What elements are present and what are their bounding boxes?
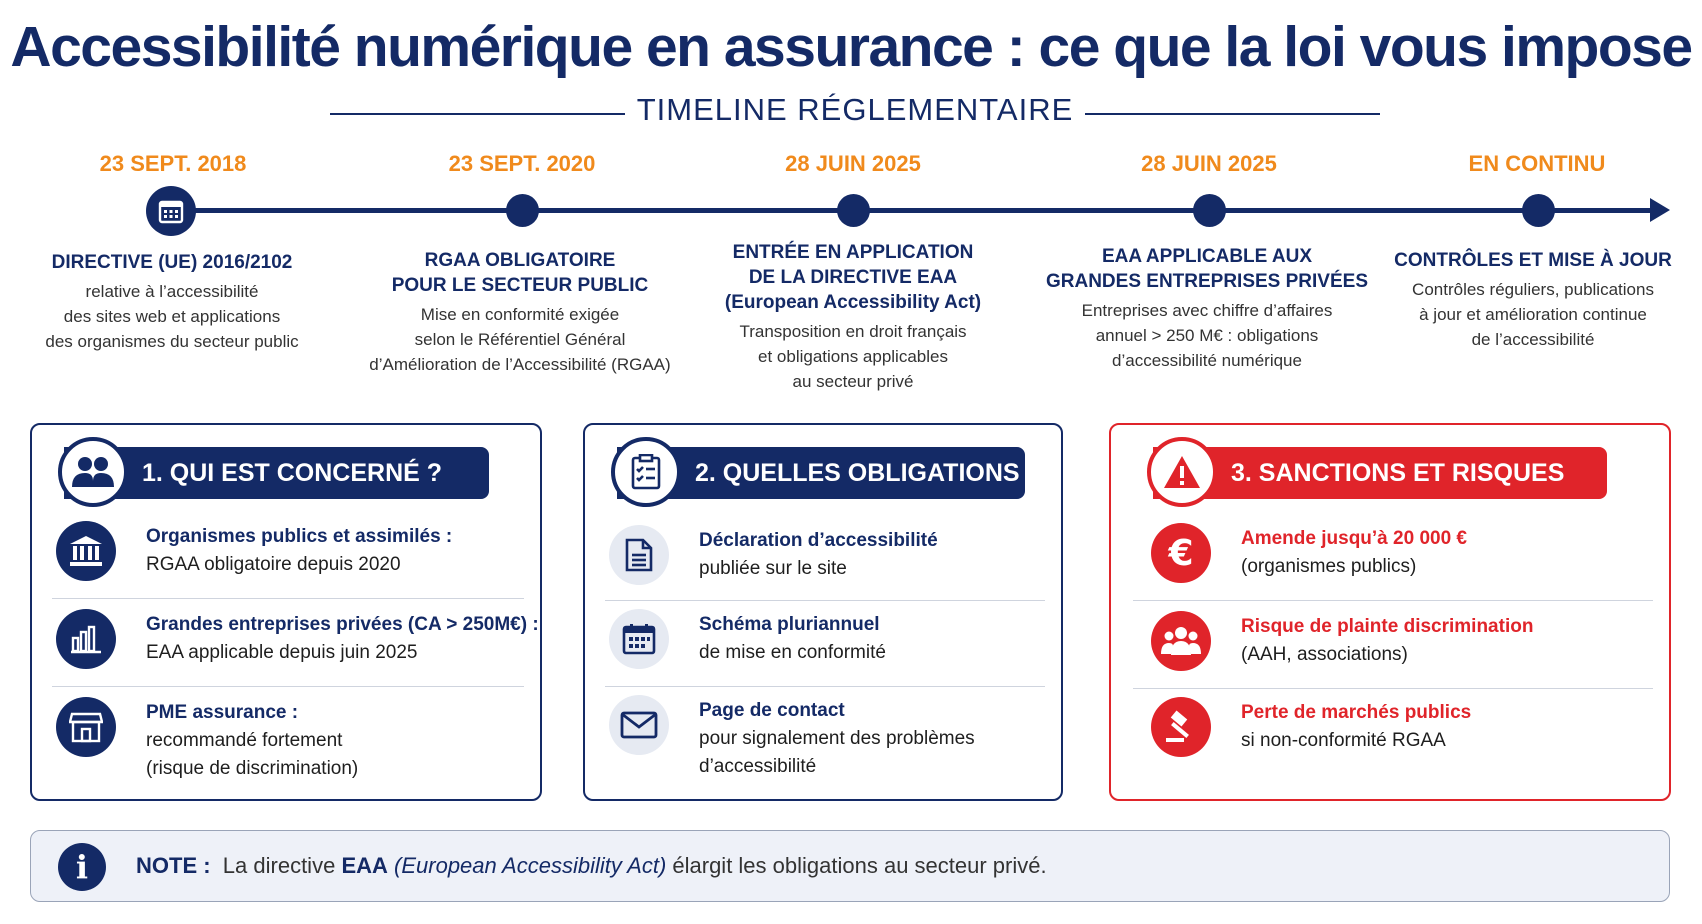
timeline-date-3: 28 JUIN 2025: [785, 151, 921, 176]
item-desc: (organismes publics): [1241, 556, 1417, 577]
item-desc: EAA applicable depuis juin 2025: [146, 642, 418, 663]
euro-icon: €: [1151, 523, 1211, 583]
note-label: NOTE :: [136, 853, 211, 878]
timeline-arrow-icon: [1650, 198, 1670, 222]
timeline-entry-title: ENTRÉE EN APPLICATION DE LA DIRECTIVE EAA (European Accessibility Act): [724, 242, 982, 313]
timeline-entry-desc: Entreprises avec chiffre d’affaires annuel > 250 M€ : obligations d’accessibilité numérique: [1081, 301, 1333, 370]
timeline-entry-2: [350, 248, 690, 377]
card-obligations: [583, 423, 1063, 801]
card-who-header: [64, 447, 489, 499]
note-post: élargit les obligations au secteur privé.: [672, 853, 1047, 878]
timeline-marker-3: [837, 194, 870, 227]
page-title: Accessibilité numérique en assurance : ce que la loi vous impose: [10, 15, 1692, 79]
note-eaa: EAA: [341, 853, 388, 878]
divider: [605, 686, 1045, 687]
card-who: [30, 423, 542, 801]
item-desc: RGAA obligatoire depuis 2020: [146, 554, 401, 575]
item-title: Organismes publics et assimilés :: [146, 526, 453, 547]
building-icon: [56, 521, 116, 581]
item-desc: si non-conformité RGAA: [1241, 730, 1446, 751]
envelope-icon: [609, 695, 669, 755]
timeline-entry-4: [1037, 244, 1377, 373]
item-title: PME assurance :: [146, 702, 299, 723]
document-icon: [609, 525, 669, 585]
card-obligations-header: [617, 447, 1042, 499]
timeline-date-5: EN CONTINU: [1468, 151, 1606, 176]
note-pre: La directive: [222, 853, 336, 878]
divider: [1133, 688, 1653, 689]
item-title: Perte de marchés publics: [1241, 702, 1472, 723]
timeline-entry-desc: Mise en conformité exigée selon le Référentiel Général d’Amélioration de l’Accessibilité (RGAA): [369, 305, 671, 374]
calendar-icon: [609, 609, 669, 669]
note-text: [136, 853, 1047, 879]
bar-chart-icon: [56, 609, 116, 669]
gavel-icon: [1151, 697, 1211, 757]
timeline-subtitle: [330, 92, 1380, 132]
card-obligations-title: 2. QUELLES OBLIGATIONS ?: [695, 458, 1042, 487]
timeline-entry-3: [693, 240, 1013, 394]
item-desc: de mise en conformité: [699, 642, 886, 663]
card-sanctions-title: 3. SANCTIONS ET RISQUES: [1231, 458, 1565, 487]
timeline-line: [160, 208, 1650, 213]
item-desc: (risque de discrimination): [146, 758, 359, 779]
timeline-entry-desc: Transposition en droit français et obligations applicables au secteur privé: [739, 322, 967, 391]
item-title: Page de contact: [699, 700, 845, 721]
timeline-subtitle-text: TIMELINE RÉGLEMENTAIRE: [625, 92, 1086, 127]
timeline-date-2: 23 SEPT. 2020: [448, 151, 596, 176]
info-icon: i: [58, 843, 106, 891]
timeline-entry-5: [1373, 248, 1693, 352]
warning-icon: [1147, 437, 1217, 507]
item-title: Grandes entreprises privées (CA > 250M€) :: [146, 614, 539, 635]
item-title: Déclaration d’accessibilité: [699, 530, 938, 551]
divider: [1133, 600, 1653, 601]
people-icon: [58, 437, 128, 507]
divider: [52, 686, 524, 687]
item-title: Risque de plainte discrimination: [1241, 616, 1534, 637]
timeline-entry-desc: Contrôles réguliers, publications à jour et amélioration continue de l’accessibilité: [1412, 280, 1654, 349]
timeline-entry-title: CONTRÔLES ET MISE À JOUR: [1394, 250, 1672, 271]
group-icon: [1151, 611, 1211, 671]
item-desc: recommandé fortement: [146, 730, 343, 751]
item-desc: (AAH, associations): [1241, 644, 1408, 665]
card-sanctions: [1109, 423, 1671, 801]
item-desc: d’accessibilité: [699, 756, 817, 777]
timeline-marker-5: [1522, 194, 1555, 227]
checklist-icon: [611, 437, 681, 507]
calendar-icon: [158, 198, 184, 224]
note-italic: (European Accessibility Act): [394, 853, 667, 878]
divider: [52, 598, 524, 599]
card-who-title: 1. QUI EST CONCERNÉ ?: [142, 458, 443, 487]
timeline-entry-desc: relative à l’accessibilité des sites web et applications des organismes du secteur public: [45, 282, 299, 351]
timeline-marker-2: [506, 194, 539, 227]
item-title: Schéma pluriannuel: [699, 614, 880, 635]
divider: [605, 600, 1045, 601]
item-desc: pour signalement des problèmes: [699, 728, 975, 749]
card-sanctions-header: [1153, 447, 1607, 499]
item-title: Amende jusqu’à 20 000 €: [1241, 528, 1467, 549]
note-banner: [30, 830, 1670, 902]
timeline-marker-1: [146, 186, 196, 236]
timeline-entry-title: RGAA OBLIGATOIRE POUR LE SECTEUR PUBLIC: [391, 250, 649, 296]
timeline-marker-4: [1193, 194, 1226, 227]
timeline-date-4: 28 JUIN 2025: [1141, 151, 1277, 176]
item-desc: publiée sur le site: [699, 558, 847, 579]
timeline-entry-1: [12, 250, 332, 354]
timeline-entry-title: DIRECTIVE (UE) 2016/2102: [51, 252, 293, 273]
timeline-date-1: 23 SEPT. 2018: [99, 151, 247, 176]
shop-icon: [56, 697, 116, 757]
timeline-entry-title: EAA APPLICABLE AUX GRANDES ENTREPRISES PRIVÉES: [1045, 246, 1369, 292]
